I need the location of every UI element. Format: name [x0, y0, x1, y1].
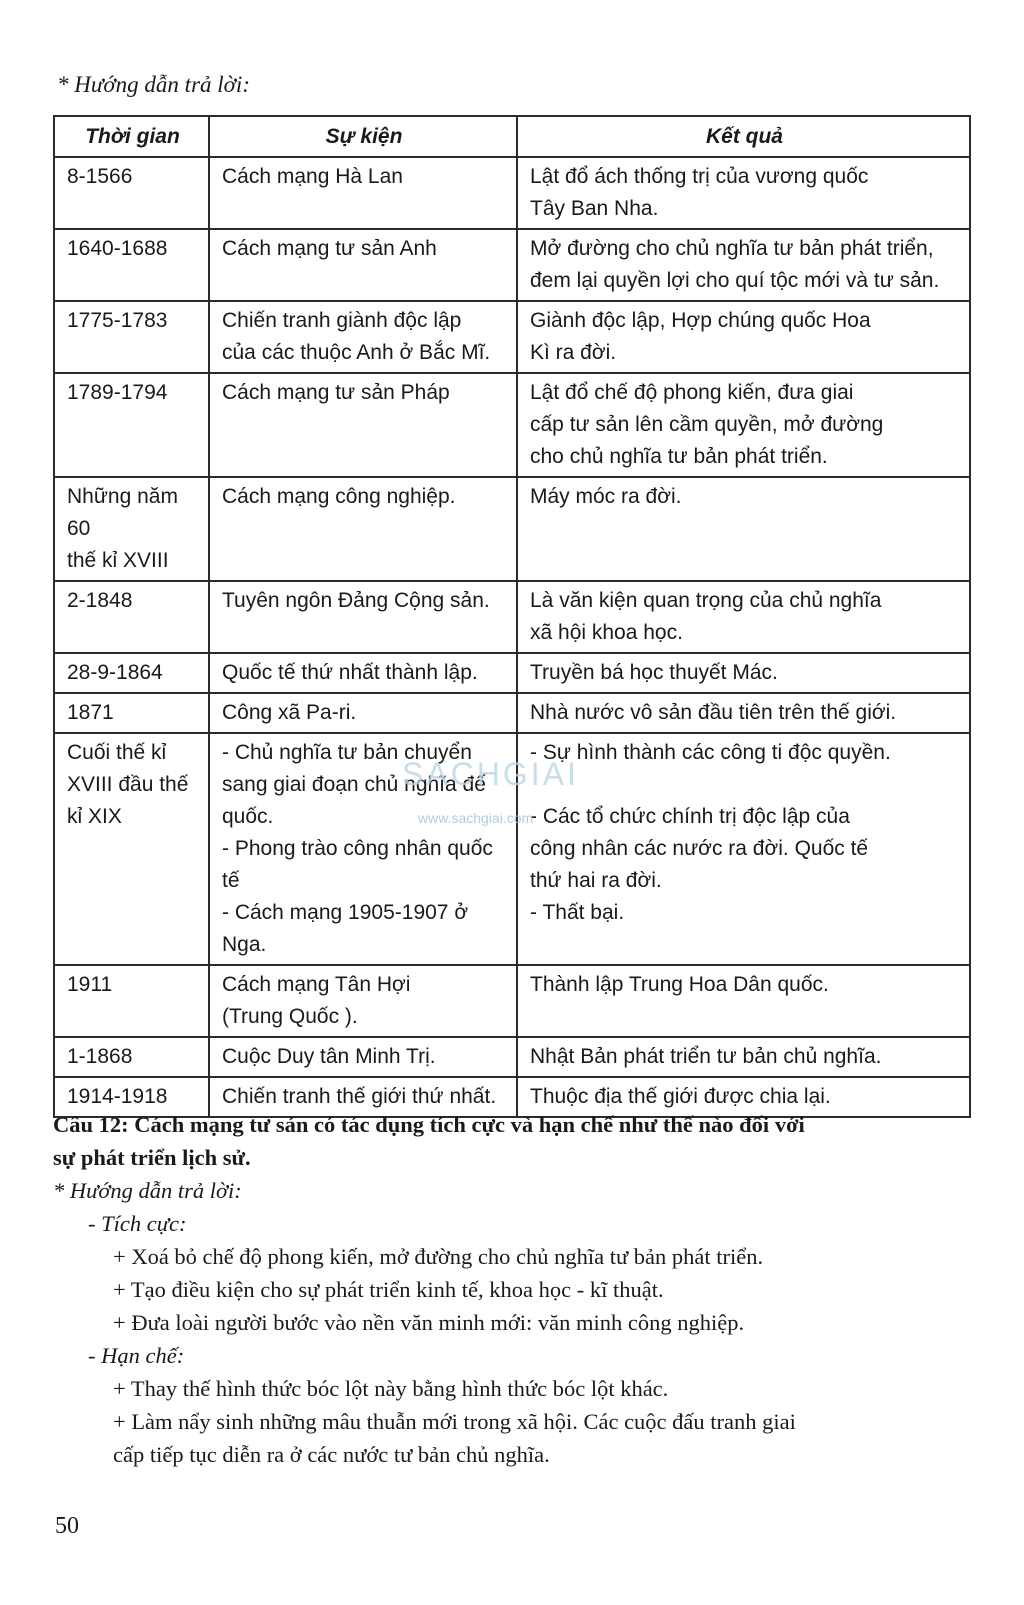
cell-line: - Thất bại. — [530, 901, 625, 924]
cell-line: Những năm 60 — [67, 485, 178, 540]
cell-line: - Sự hình thành các công ti độc quyền. — [530, 741, 891, 764]
table-row — [54, 373, 970, 477]
cell-line: 1789-1794 — [67, 381, 168, 404]
cell-line: đem lại quyền lợi cho quí tộc mới và tư sản. — [530, 269, 940, 292]
cell-line: Công xã Pa-ri. — [222, 701, 357, 724]
cell-line: của các thuộc Anh ở Bắc Mĩ. — [222, 341, 491, 364]
positive-item: + Xoá bỏ chế độ phong kiến, mở đường cho chủ nghĩa tư bản phát triển. — [113, 1244, 764, 1269]
event-cell — [209, 581, 517, 653]
event-cell — [209, 965, 517, 1037]
event-cell — [209, 693, 517, 733]
cell-line: Nhà nước vô sản đầu tiên trên thế giới. — [530, 701, 897, 724]
question-title-line-1: Câu 12: Cách mạng tư sản có tác dụng tích cực và hạn chế như thế nào đối với — [53, 1112, 805, 1137]
cell-line: Cuộc Duy tân Minh Trị. — [222, 1045, 436, 1068]
cell-line: Tuyên ngôn Đảng Cộng sản. — [222, 589, 490, 612]
table-row — [54, 157, 970, 229]
result-cell — [517, 1037, 970, 1077]
cell-line: thứ hai ra đời. — [530, 869, 662, 892]
cell-line: Kì ra đời. — [530, 341, 617, 364]
cell-line: Cách mạng công nghiệp. — [222, 485, 456, 508]
cell-line: Cuối thế kỉ — [67, 741, 167, 764]
cell-line: Chiến tranh thế giới thứ nhất. — [222, 1085, 497, 1108]
cell-line: 1871 — [67, 701, 114, 724]
event-cell — [209, 477, 517, 581]
table-row — [54, 477, 970, 581]
result-cell — [517, 229, 970, 301]
cell-line — [530, 769, 959, 801]
history-events-table — [53, 115, 971, 1118]
cell-line: cho chủ nghĩa tư bản phát triển. — [530, 445, 828, 468]
negative-item: + Làm nẩy sinh những mâu thuẫn mới trong xã hội. Các cuộc đấu tranh giai — [113, 1409, 796, 1434]
cell-line: 8-1566 — [67, 165, 133, 188]
cell-line: Cách mạng Hà Lan — [222, 165, 403, 188]
time-cell — [54, 693, 209, 733]
event-cell — [209, 373, 517, 477]
event-cell — [209, 157, 517, 229]
time-cell — [54, 581, 209, 653]
result-cell — [517, 373, 970, 477]
header-result: Kết quả — [517, 116, 970, 157]
cell-line: (Trung Quốc ). — [222, 1005, 358, 1028]
cell-line: - Phong trào công nhân quốc tế — [222, 837, 493, 892]
table-row — [54, 693, 970, 733]
result-cell — [517, 581, 970, 653]
header-time: Thời gian — [54, 116, 209, 157]
negative-item: cấp tiếp tục diễn ra ở các nước tư bản chủ nghĩa. — [113, 1442, 550, 1467]
cell-line: Truyền bá học thuyết Mác. — [530, 661, 778, 684]
header-event: Sự kiện — [209, 116, 517, 157]
positive-item: + Đưa loài người bước vào nền văn minh mới: văn minh công nghiệp. — [113, 1310, 745, 1335]
cell-line: Là văn kiện quan trọng của chủ nghĩa — [530, 589, 882, 612]
cell-line: Lật đổ chế độ phong kiến, đưa giai — [530, 381, 854, 404]
cell-line: quốc. — [222, 805, 274, 828]
result-cell — [517, 693, 970, 733]
cell-line: Lật đổ ách thống trị của vương quốc — [530, 165, 869, 188]
table-row — [54, 1037, 970, 1077]
cell-line: thế kỉ XVIII — [67, 549, 169, 572]
cell-line: sang giai đoạn chủ nghĩa đế — [222, 773, 486, 796]
positive-item: + Tạo điều kiện cho sự phát triển kinh tế, khoa học - kĩ thuật. — [113, 1277, 664, 1302]
cell-line: kỉ XIX — [67, 805, 122, 828]
result-cell — [517, 477, 970, 581]
cell-line: Mở đường cho chủ nghĩa tư bản phát triển, — [530, 237, 934, 260]
cell-line: Máy móc ra đời. — [530, 485, 682, 508]
event-cell — [209, 301, 517, 373]
negative-item: + Thay thế hình thức bóc lột này bằng hình thức bóc lột khác. — [113, 1376, 669, 1401]
cell-line: Thuộc địa thế giới được chia lại. — [530, 1085, 831, 1108]
watermark-logo: SACHGIAI — [402, 756, 579, 792]
time-cell — [54, 477, 209, 581]
cell-line: Cách mạng Tân Hợi — [222, 973, 411, 996]
time-cell — [54, 301, 209, 373]
table-row — [54, 229, 970, 301]
time-cell — [54, 157, 209, 229]
time-cell — [54, 229, 209, 301]
question-12-section — [53, 1108, 983, 1471]
question-title-line-2: sự phát triển lịch sử. — [53, 1145, 251, 1170]
cell-line: Quốc tế thứ nhất thành lập. — [222, 661, 478, 684]
table-row — [54, 581, 970, 653]
cell-line: 1911 — [67, 973, 113, 996]
result-cell — [517, 157, 970, 229]
time-cell — [54, 373, 209, 477]
positive-label: - Tích cực: — [88, 1211, 187, 1236]
negative-label: - Hạn chế: — [88, 1343, 185, 1368]
table-body — [54, 157, 970, 1117]
event-cell — [209, 229, 517, 301]
cell-line: công nhân các nước ra đời. Quốc tế — [530, 837, 869, 860]
result-cell — [517, 965, 970, 1037]
cell-line: 1640-1688 — [67, 237, 168, 260]
cell-line: 1775-1783 — [67, 309, 168, 332]
cell-line: XVIII đầu thế — [67, 773, 189, 796]
result-cell — [517, 653, 970, 693]
cell-line: 28-9-1864 — [67, 661, 163, 684]
result-cell — [517, 301, 970, 373]
cell-line: Giành độc lập, Hợp chúng quốc Hoa — [530, 309, 871, 332]
cell-line: - Cách mạng 1905-1907 ở Nga. — [222, 901, 469, 956]
table-row — [54, 965, 970, 1037]
result-cell — [517, 733, 970, 965]
cell-line: Nhật Bản phát triển tư bản chủ nghĩa. — [530, 1045, 882, 1068]
cell-line: - Chủ nghĩa tư bản chuyển — [222, 741, 472, 764]
cell-line: Cách mạng tư sản Anh — [222, 237, 437, 260]
table-header-row — [54, 116, 970, 157]
cell-line: 2-1848 — [67, 589, 133, 612]
time-cell — [54, 733, 209, 965]
cell-line: 1914-1918 — [67, 1085, 168, 1108]
cell-line: Tây Ban Nha. — [530, 197, 659, 220]
cell-line: - Các tổ chức chính trị độc lập của — [530, 805, 850, 828]
cell-line: xã hội khoa học. — [530, 621, 683, 644]
cell-line: Thành lập Trung Hoa Dân quốc. — [530, 973, 829, 996]
cell-line: Chiến tranh giành độc lập — [222, 309, 462, 332]
cell-line: 1-1868 — [67, 1045, 133, 1068]
table-row — [54, 301, 970, 373]
event-cell — [209, 1037, 517, 1077]
time-cell — [54, 653, 209, 693]
answer-guide-intro: * Hướng dẫn trả lời: — [57, 72, 250, 97]
cell-line: cấp tư sản lên cầm quyền, mở đường — [530, 413, 884, 436]
time-cell — [54, 1037, 209, 1077]
table-row — [54, 653, 970, 693]
cell-line: Cách mạng tư sản Pháp — [222, 381, 450, 404]
watermark-url: www.sachgiai.com — [418, 810, 534, 826]
time-cell — [54, 965, 209, 1037]
event-cell — [209, 653, 517, 693]
question-guide: * Hướng dẫn trả lời: — [53, 1178, 242, 1203]
page-number: 50 — [55, 1513, 79, 1539]
